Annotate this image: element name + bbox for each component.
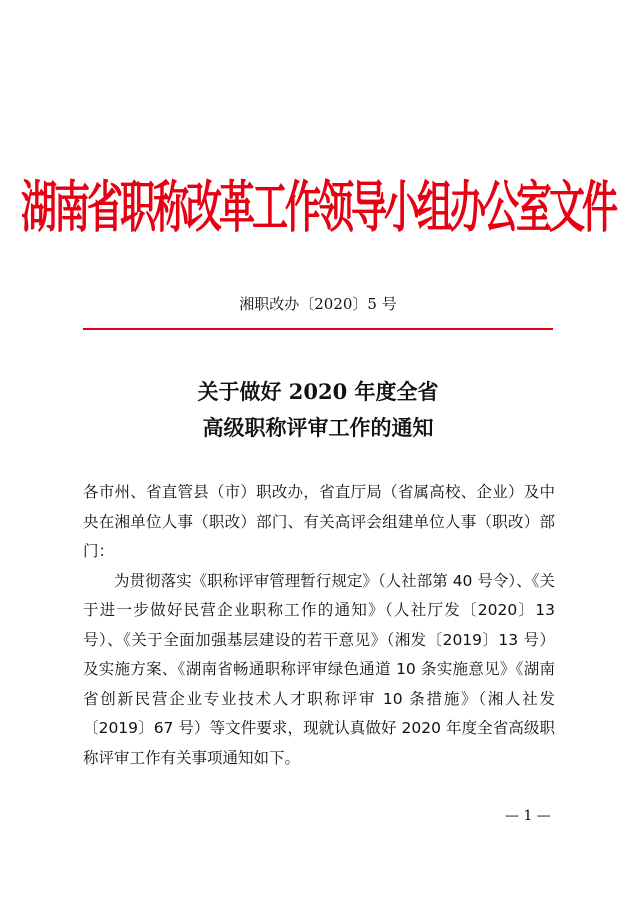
notice-body [83, 478, 555, 773]
notice-title-line-1: 关于做好 2020 年度全省 [197, 379, 439, 404]
red-separator-line [83, 328, 553, 330]
addressee-paragraph: 各市州、省直管县（市）职改办，省直厅局（省属高校、企业）及中央在湘单位人事（职改）部门、有关高评会组建单位人事（职改）部门： [83, 483, 555, 560]
document-number: 湘职改办〔2020〕5 号 [239, 295, 397, 313]
page-number: — 1 — [505, 808, 551, 824]
issuing-office-header: 湖南省职称改革工作领导小组办公室文件 [20, 175, 615, 241]
notice-title-line-2: 高级职称评审工作的通知 [202, 415, 434, 440]
notice-title [0, 374, 636, 446]
body-paragraph-1: 为贯彻落实《职称评审管理暂行规定》（人社部第 40 号令）、《关于进一步做好民营企业职称工作的通知》（人社厅发〔2020〕13 号）、《关于全面加强基层建设的若干意见》（湘发〔2019〕13 号）及实施方案、《湖南省畅通职称评审绿色通道 10 条实施意见》《湖南省创新民营企业专业技术人才职称评审 10 条措施》（湘人社发〔2019〕67 号）等文件要求，现就认真做好 2020 年度全省高级职称评审工作有关事项通知如下。 [83, 571, 555, 767]
